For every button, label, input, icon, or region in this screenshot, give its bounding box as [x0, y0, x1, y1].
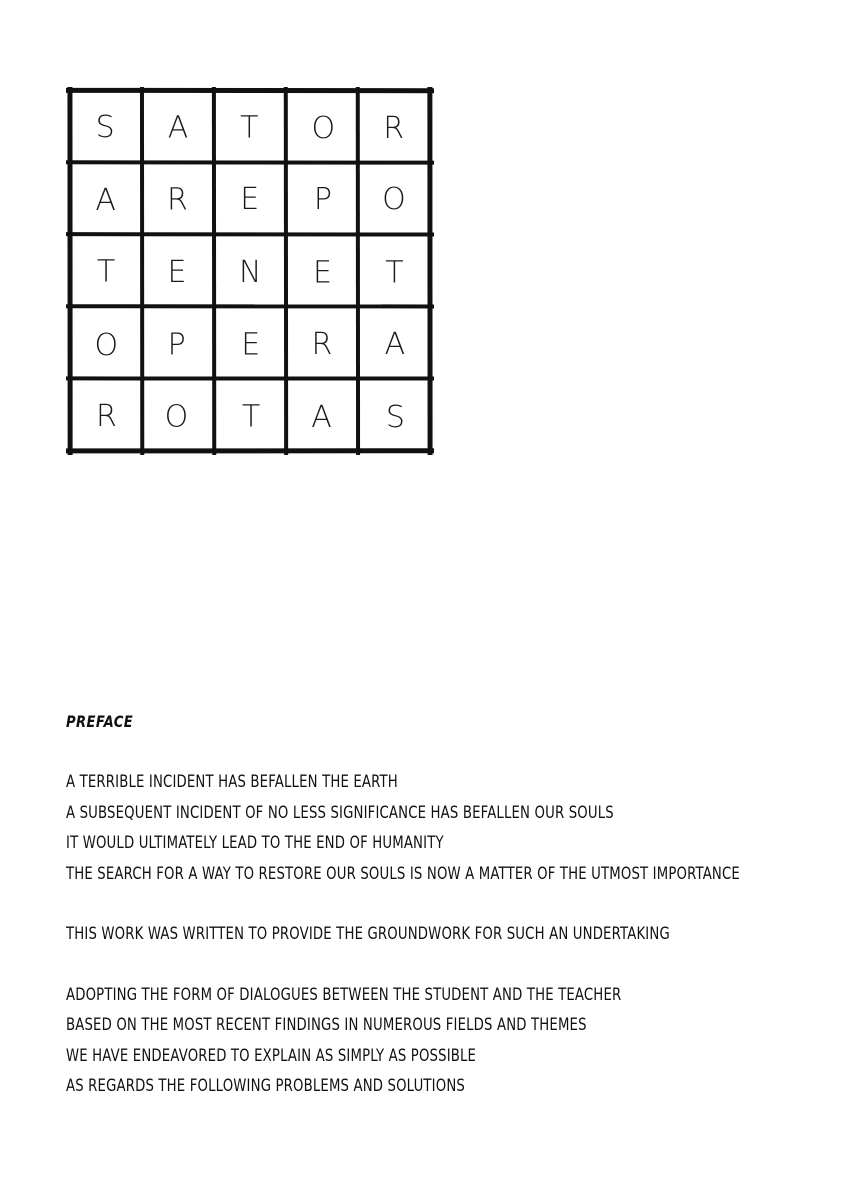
- square-letter: A: [384, 326, 406, 362]
- sator-square-grid: [66, 87, 434, 455]
- preface-line: IT WOULD ULTIMATELY LEAD TO THE END OF HUMANITY: [66, 833, 444, 853]
- square-letter: O: [311, 110, 336, 146]
- square-letter: O: [164, 399, 189, 435]
- square-letter: E: [167, 254, 187, 290]
- preface-line: BASED ON THE MOST RECENT FINDINGS IN NUMEROUS FIELDS AND THEMES: [66, 1015, 587, 1035]
- square-letter: T: [241, 399, 261, 435]
- square-letter: P: [313, 182, 333, 218]
- square-letter: T: [96, 254, 116, 290]
- square-letter: S: [385, 400, 405, 436]
- preface-paragraph-1: [66, 767, 826, 889]
- preface-line: THIS WORK WAS WRITTEN TO PROVIDE THE GROUNDWORK FOR SUCH AN UNDERTAKING: [66, 924, 670, 944]
- sator-square: [66, 87, 434, 455]
- square-letter: R: [383, 110, 405, 146]
- square-letter: R: [167, 182, 188, 218]
- square-letter: P: [167, 327, 186, 363]
- preface-line: A SUBSEQUENT INCIDENT OF NO LESS SIGNIFICANCE HAS BEFALLEN OUR SOULS: [66, 802, 614, 823]
- preface-section: [66, 705, 826, 1132]
- preface-heading: PREFACE: [66, 712, 134, 731]
- preface-line: THE SEARCH FOR A WAY TO RESTORE OUR SOULS IS NOW A MATTER OF THE UTMOST IMPORTANCE: [66, 863, 740, 884]
- square-letter: A: [95, 182, 116, 218]
- square-letter: R: [95, 399, 117, 435]
- preface-line: WE HAVE ENDEAVORED TO EXPLAIN AS SIMPLY AS POSSIBLE: [66, 1045, 477, 1066]
- square-letter: T: [240, 110, 259, 146]
- square-letter: A: [311, 399, 332, 435]
- square-letter: A: [167, 110, 189, 146]
- square-letter: N: [239, 255, 262, 291]
- preface-line: ADOPTING THE FORM OF DIALOGUES BETWEEN THE STUDENT AND THE TEACHER: [66, 984, 622, 1005]
- square-letter: O: [382, 181, 406, 217]
- square-letter: E: [240, 182, 260, 218]
- square-letter: E: [241, 327, 261, 363]
- square-letter: S: [95, 110, 115, 146]
- preface-paragraph-2: [66, 919, 826, 950]
- square-letter: E: [313, 255, 332, 291]
- preface-line: A TERRIBLE INCIDENT HAS BEFALLEN THE EARTH: [66, 772, 398, 792]
- preface-paragraph-3: [66, 980, 826, 1102]
- square-letter: R: [311, 327, 333, 363]
- preface-line: AS REGARDS THE FOLLOWING PROBLEMS AND SOLUTIONS: [66, 1076, 465, 1096]
- square-letter: T: [385, 255, 404, 291]
- square-letter: O: [94, 327, 119, 363]
